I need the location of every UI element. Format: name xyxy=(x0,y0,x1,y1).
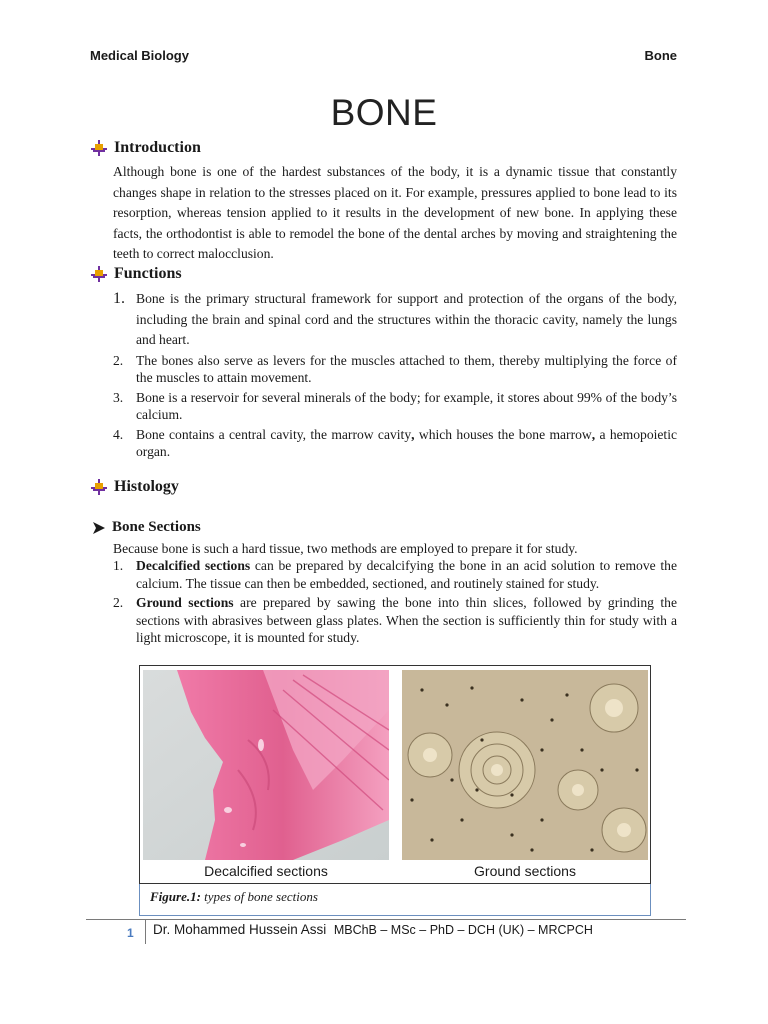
figure-caption xyxy=(139,884,651,916)
list-item: 2. The bones also serve as levers for the muscles attached to them, thereby multiplying the force of the muscles to attain movement. xyxy=(113,352,677,385)
pushpin-icon xyxy=(90,265,108,283)
histology-heading-text: Histology xyxy=(114,478,179,495)
histology-heading xyxy=(90,478,179,496)
pushpin-icon xyxy=(90,139,108,157)
introduction-heading-text: Introduction xyxy=(114,139,201,156)
list-item: 1. Decalcified sections can be prepared by decalcifying the bone in an acid solution to remove the calcium. The tissue can then be embedded, sectioned, and routinely stained for study. xyxy=(113,558,677,591)
list-item: 3. Bone is a reservoir for several minerals of the body; for example, it stores about 99% of the body’s calcium. xyxy=(113,389,677,422)
bone-sections-list xyxy=(113,557,677,647)
introduction-paragraph: Although bone is one of the hardest substances of the body, it is a dynamic tissue that constantly changes shape in relation to the stresses placed on it. For example, pressures applied to bone lead to its resorption, whereas tension applied to it results in the development of new bone. In applying these facts, the orthodontist is able to remodel the bone of the dental arches by moving and straightening the teeth to correct malocclusion. xyxy=(113,164,677,261)
page-title: BONE xyxy=(330,92,438,133)
list-item: 1. Bone is the primary structural framework for support and protection of the organs of the body, including the brain and spinal cord and the structures within the thoracic cavity, namely the lungs and heart. xyxy=(113,290,677,347)
bone-sections-intro: Because bone is such a hard tissue, two methods are employed to prepare it for study. xyxy=(113,541,578,556)
header-right: Bone xyxy=(644,48,677,63)
bone-sections-heading-text: Bone Sections xyxy=(112,519,201,535)
list-item: 2. Ground sections are prepared by sawing the bone into thin slices, followed by grinding the sections with abrasives between glass plates. When the section is sufficiently thin for study with a light microscope, it is mounted for study. xyxy=(113,595,678,645)
ground-label: Ground sections xyxy=(474,863,576,879)
ground-section-image xyxy=(402,670,648,860)
decalcified-label: Decalcified sections xyxy=(204,863,328,879)
header-left: Medical Biology xyxy=(90,48,189,63)
page-number: 1 xyxy=(127,926,134,940)
figure-caption-label: Figure.1: xyxy=(150,889,201,904)
figure-bone-sections xyxy=(139,665,651,884)
decalcified-section-image xyxy=(143,670,389,860)
author-name: Dr. Mohammed Hussein Assi xyxy=(153,922,327,937)
footer-author xyxy=(153,922,593,937)
footer-divider xyxy=(86,919,686,920)
functions-heading xyxy=(90,265,182,283)
arrow-bullet-icon xyxy=(92,521,106,535)
functions-list xyxy=(113,289,677,461)
bone-sections-heading xyxy=(92,519,201,536)
list-item: 4. Bone contains a central cavity, the marrow cavity, which houses the bone marrow, a hemopoietic organ. xyxy=(113,426,678,459)
pushpin-icon xyxy=(90,478,108,496)
figure-caption-text: types of bone sections xyxy=(200,889,318,904)
functions-heading-text: Functions xyxy=(114,265,182,282)
footer-vertical-divider xyxy=(145,920,146,944)
author-credentials: MBChB – MSc – PhD – DCH (UK) – MRCPCH xyxy=(333,923,593,937)
introduction-heading xyxy=(90,139,201,157)
